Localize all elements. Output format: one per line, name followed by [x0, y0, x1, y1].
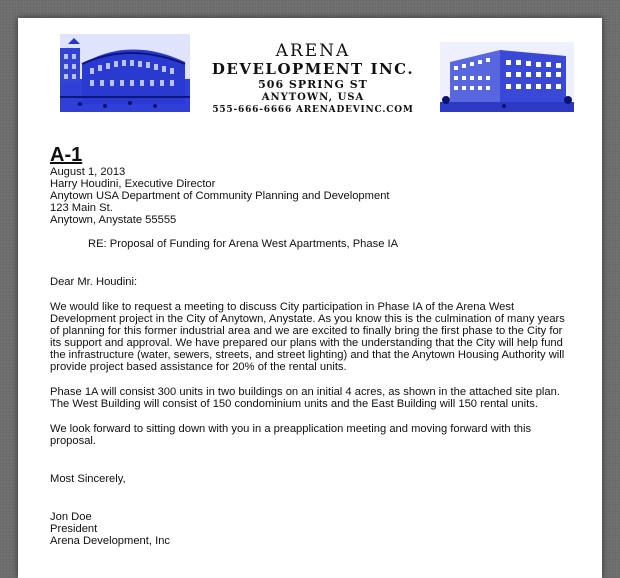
- arena-building-illustration: [60, 34, 190, 112]
- salutation: Dear Mr. Houdini:: [50, 276, 138, 288]
- letter-date: August 1, 2013: [50, 166, 126, 178]
- letter-page: [18, 18, 602, 578]
- document-id: A-1: [50, 144, 83, 166]
- company-city: ANYTOWN, USA: [261, 92, 365, 103]
- signer-name: Jon Doe: [50, 511, 92, 523]
- subject-line: RE: Proposal of Funding for Arena West Apartments, Phase IA: [88, 238, 399, 250]
- letter-body: [50, 144, 570, 547]
- company-contact: 555-666-6666 ARENADEVINC.COM: [212, 105, 414, 115]
- company-name-line1: ARENA: [275, 41, 351, 61]
- signer-title: President: [50, 523, 98, 535]
- company-name-line2: DEVELOPMENT INC.: [211, 60, 415, 78]
- closing: Most Sincerely,: [50, 473, 126, 485]
- company-address: 506 SPRING ST: [258, 78, 368, 91]
- paragraph-1: We would like to request a meeting to discuss City participation in Phase IA of the Arena West Development project in the City of Anytown, Anystate. As you know this is the culmination of many years of planning for this former industrial area and we are excited to finally bring the first phase to the City for its support and approval. We have prepared our plans with the understanding that the City will help fund the infrastructure (water, sewers, streets, and street lighting) and that the Anytown Housing Authority will provide project based assistance for 20% of the rental units.: [50, 301, 565, 373]
- signer-company: Arena Development, Inc: [50, 535, 171, 547]
- recipient-department: Anytown USA Department of Community Planning and Development: [50, 190, 390, 202]
- letterhead: [18, 18, 602, 118]
- apartment-building-illustration: [440, 42, 574, 112]
- recipient-name: Harry Houdini, Executive Director: [50, 178, 216, 190]
- paragraph-3: We look forward to sitting down with you in a preapplication meeting and moving forward with this proposal.: [50, 423, 532, 447]
- recipient-city: Anytown, Anystate 55555: [50, 214, 177, 226]
- company-block: [188, 42, 438, 116]
- paragraph-2: Phase 1A will consist 300 units in two buildings on an initial 4 acres, as shown in the attached site plan. The West Building will consist of 150 condominium units and the East Building will 150 rental units.: [50, 386, 560, 410]
- recipient-street: 123 Main St.: [50, 202, 113, 214]
